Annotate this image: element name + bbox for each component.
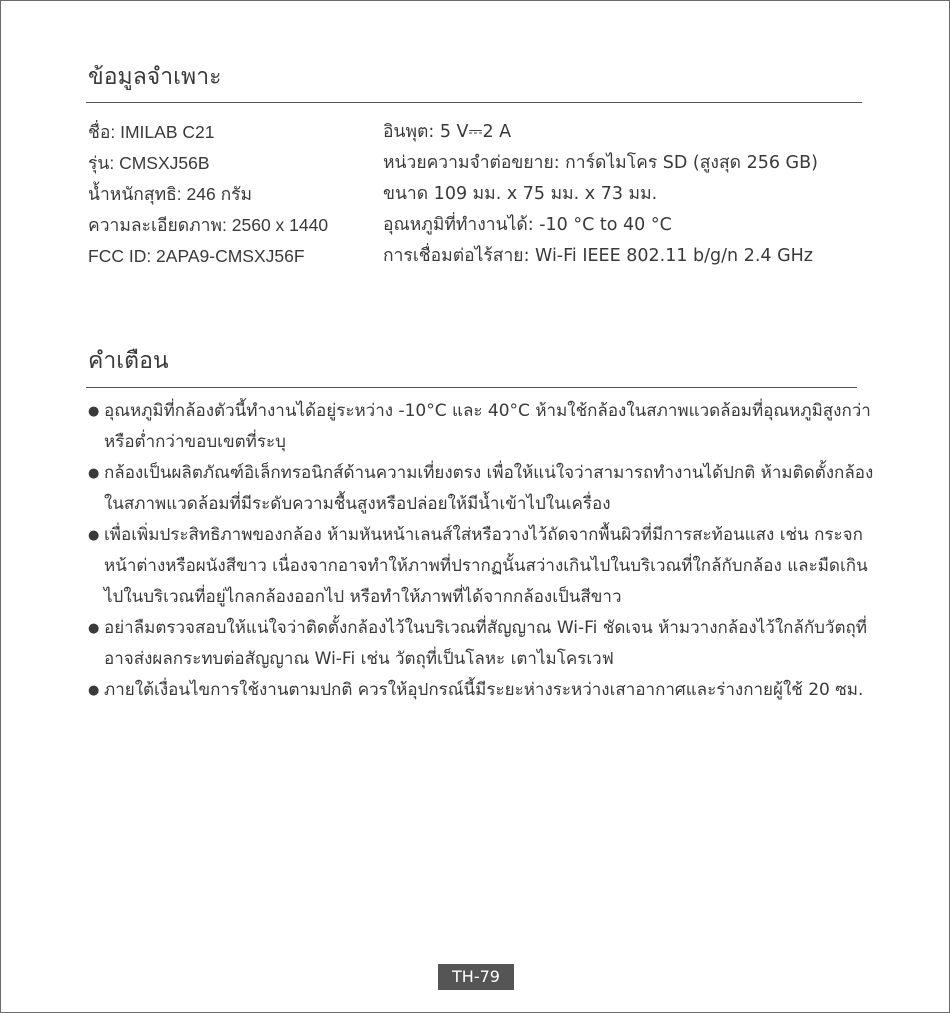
bullet-icon: ● <box>88 683 100 698</box>
specs-left-column <box>88 117 328 272</box>
warning-text: ภายใต้เงื่อนไขการใช้งานตามปกติ ควรให้อุปกรณ์นี้มีระยะห่างระหว่างเสาอากาศและร่างกายผู้ใช้ 20 ซม. <box>104 680 864 700</box>
spec-wireless: การเชื่อมต่อไร้สาย: Wi-Fi IEEE 802.11 b/g/n 2.4 GHz <box>383 246 813 266</box>
bullet-icon: ● <box>88 528 100 543</box>
warnings-divider <box>86 387 857 388</box>
spec-weight: น้ำหนักสุทธิ: 246 กรัม <box>88 184 253 204</box>
spec-name: ชื่อ: IMILAB C21 <box>88 122 215 142</box>
specs-divider <box>86 102 862 103</box>
warning-item <box>88 396 878 458</box>
bullet-icon: ● <box>88 621 100 636</box>
spec-fcc-id: FCC ID: 2APA9-CMSXJ56F <box>88 246 305 266</box>
spec-input: อินพุต: 5 V⎓2 A <box>383 122 512 142</box>
spec-model: รุ่น: CMSXJ56B <box>88 153 210 173</box>
warning-item <box>88 458 878 520</box>
warning-text: กล้องเป็นผลิตภัณฑ์อิเล็กทรอนิกส์ด้านความเที่ยงตรง เพื่อให้แน่ใจว่าสามารถทำงานได้ปกติ ห้ามติดตั้งกล้องในสภาพแวดล้อมที่มีระดับความชื้นสูงหรือปล่อยให้มีน้ำเข้าไปในเครื่อง <box>104 463 874 514</box>
warning-item <box>88 675 878 706</box>
bullet-icon: ● <box>88 466 100 481</box>
warning-text: อย่าลืมตรวจสอบให้แน่ใจว่าติดตั้งกล้องไว้ในบริเวณที่สัญญาณ Wi-Fi ชัดเจน ห้ามวางกล้องไว้ใกล้กับวัตถุที่อาจส่งผลกระทบต่อสัญญาณ Wi-Fi เช่น วัตถุที่เป็นโลหะ เตาไมโครเวฟ <box>104 618 867 669</box>
warning-item <box>88 613 878 675</box>
specs-title: ข้อมูลจำเพาะ <box>88 64 222 90</box>
page-number: TH-79 <box>438 964 514 990</box>
warning-text: อุณหภูมิที่กล้องตัวนี้ทำงานได้อยู่ระหว่าง -10°C และ 40°C ห้ามใช้กล้องในสภาพแวดล้อมที่อุณหภูมิสูงกว่าหรือต่ำกว่าขอบเขตที่ระบุ <box>104 401 871 452</box>
specs-right-column <box>383 117 818 272</box>
spec-storage: หน่วยความจำต่อขยาย: การ์ดไมโคร SD (สูงสุด 256 GB) <box>383 153 818 173</box>
warning-item <box>88 520 878 613</box>
spec-dimensions: ขนาด 109 มม. x 75 มม. x 73 มม. <box>383 184 658 204</box>
warnings-list <box>88 396 878 706</box>
bullet-icon: ● <box>88 404 100 419</box>
spec-operating-temperature: อุณหภูมิที่ทำงานได้: -10 °C to 40 °C <box>383 215 672 235</box>
spec-resolution: ความละเอียดภาพ: 2560 x 1440 <box>88 215 329 235</box>
warnings-title: คำเตือน <box>88 348 169 374</box>
warning-text: เพื่อเพิ่มประสิทธิภาพของกล้อง ห้ามหันหน้าเลนส์ใส่หรือวางไว้ถัดจากพื้นผิวที่มีการสะท้อนแสง เช่น กระจกหน้าต่างหรือผนังสีขาว เนื่องจากอาจทำให้ภาพที่ปรากฏนั้นสว่างเกินไปในบริเวณที่ใกล้กับกล้อง และมืดเกินไปในบริเวณที่อยู่ไกลกล้องออกไป หรือทำให้ภาพที่ได้จากกล้องเป็นสีขาว <box>104 525 868 607</box>
